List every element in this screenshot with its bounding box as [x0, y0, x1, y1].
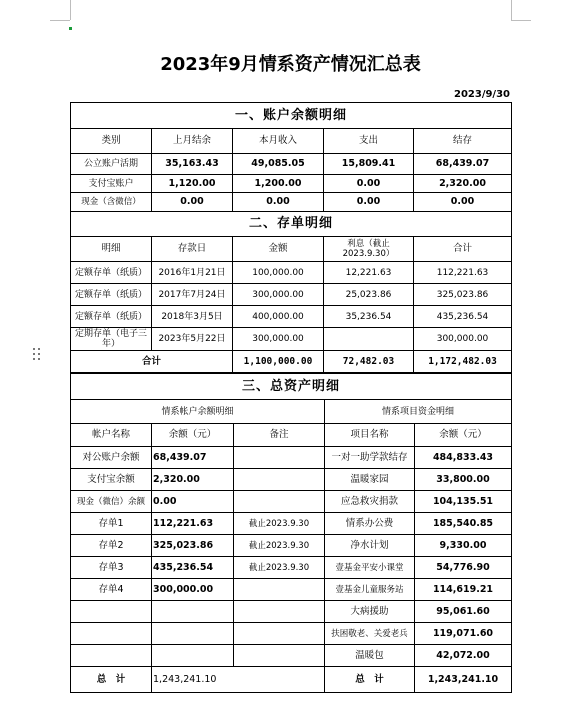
table-cell: 1,172,482.03	[414, 351, 512, 373]
account-table	[70, 102, 512, 373]
subsection-title: 情系帐户余额明细	[71, 400, 325, 424]
table-cell: 扶困敬老、关爱老兵	[325, 623, 415, 645]
table-cell: 2018年3月5日	[152, 306, 233, 328]
table-cell: 68,439.07	[414, 154, 512, 175]
table-cell: 72,482.03	[324, 351, 414, 373]
table-cell: 2016年1月21日	[152, 262, 233, 284]
table-cell: 0.00	[233, 193, 324, 212]
table-cell: 情系办公费	[325, 513, 415, 535]
total-row	[71, 667, 512, 693]
table-cell	[152, 601, 234, 623]
table-cell: 截止2023.9.30	[234, 513, 325, 535]
table-cell: 一对一助学款结存	[325, 447, 415, 469]
table-cell: 104,135.51	[415, 491, 512, 513]
table-cell: 1,243,241.10	[415, 667, 512, 693]
crop-mark	[50, 20, 70, 21]
table-cell: 400,000.00	[233, 306, 324, 328]
column-header: 金额	[233, 237, 324, 262]
table-cell: 119,071.60	[415, 623, 512, 645]
subsection-title: 情系项目资金明细	[325, 400, 512, 424]
section-title: 一、账户余额明细	[71, 103, 512, 129]
column-header: 上月结余	[152, 129, 233, 154]
table-cell: 33,800.00	[415, 469, 512, 491]
column-header: 备注	[234, 424, 325, 447]
table-row	[71, 491, 512, 513]
table-cell: 支付宝账户	[71, 175, 152, 193]
table-cell: 12,221.63	[324, 262, 414, 284]
table-row	[71, 645, 512, 667]
table-cell: 300,000.00	[152, 579, 234, 601]
table-cell: 大病援助	[325, 601, 415, 623]
table-cell: 300,000.00	[414, 328, 512, 351]
table-cell: 15,809.41	[324, 154, 414, 175]
table-cell: 1,200.00	[233, 175, 324, 193]
table-row	[71, 262, 512, 284]
table-cell: 95,061.60	[415, 601, 512, 623]
table-cell: 35,236.54	[324, 306, 414, 328]
table-cell: 净水计划	[325, 535, 415, 557]
table-cell: 2,320.00	[152, 469, 234, 491]
column-header: 明细	[71, 237, 152, 262]
table-cell	[152, 623, 234, 645]
table-row	[71, 535, 512, 557]
drag-handle-icon[interactable]	[33, 348, 41, 362]
table-cell	[152, 645, 234, 667]
table-cell: 9,330.00	[415, 535, 512, 557]
table-cell: 49,085.05	[233, 154, 324, 175]
table-cell: 435,236.54	[152, 557, 234, 579]
table-cell: 435,236.54	[414, 306, 512, 328]
table-cell: 1,100,000.00	[233, 351, 324, 373]
table-cell	[234, 623, 325, 645]
table-cell: 112,221.63	[414, 262, 512, 284]
table-cell: 存单1	[71, 513, 152, 535]
crop-mark	[70, 0, 71, 20]
table-cell: 合计	[71, 351, 233, 373]
table-cell: 35,163.43	[152, 154, 233, 175]
table-cell: 114,619.21	[415, 579, 512, 601]
crop-mark	[511, 20, 531, 21]
table-cell	[234, 491, 325, 513]
table-cell: 0.00	[152, 491, 234, 513]
crop-mark	[511, 0, 512, 20]
table-cell: 1,243,241.10	[152, 667, 325, 693]
table-row	[71, 623, 512, 645]
table-cell	[234, 447, 325, 469]
table-cell: 54,776.90	[415, 557, 512, 579]
column-header: 余额（元）	[415, 424, 512, 447]
table-cell	[71, 601, 152, 623]
table-cell: 1,120.00	[152, 175, 233, 193]
table-cell: 温暖包	[325, 645, 415, 667]
table-cell: 0.00	[324, 193, 414, 212]
table-cell: 0.00	[152, 193, 233, 212]
table-row	[71, 175, 512, 193]
table-cell: 2023年5月22日	[152, 328, 233, 351]
column-header: 帐户名称	[71, 424, 152, 447]
table-cell: 300,000.00	[233, 284, 324, 306]
table-row	[71, 601, 512, 623]
table-cell: 存单2	[71, 535, 152, 557]
table-cell: 定额存单（纸质）	[71, 306, 152, 328]
cursor-marker	[69, 27, 72, 30]
table-cell: 300,000.00	[233, 328, 324, 351]
table-row	[71, 284, 512, 306]
table-cell: 支付宝余额	[71, 469, 152, 491]
column-header: 支出	[324, 129, 414, 154]
table-cell: 温暖家园	[325, 469, 415, 491]
column-header: 结存	[414, 129, 512, 154]
table-cell: 68,439.07	[152, 447, 234, 469]
table-cell	[324, 328, 414, 351]
table-row	[71, 306, 512, 328]
table-cell: 壹基金平安小课堂	[325, 557, 415, 579]
table-row	[71, 513, 512, 535]
assets-table	[70, 373, 512, 693]
document-title: 2023年9月情系资产情况汇总表	[160, 54, 421, 75]
column-header: 项目名称	[325, 424, 415, 447]
table-row	[71, 193, 512, 212]
column-header: 类别	[71, 129, 152, 154]
table-cell	[71, 623, 152, 645]
table-cell: 100,000.00	[233, 262, 324, 284]
table-cell: 185,540.85	[415, 513, 512, 535]
table-cell: 484,833.43	[415, 447, 512, 469]
table-cell: 42,072.00	[415, 645, 512, 667]
column-header: 合计	[414, 237, 512, 262]
table-cell: 对公账户余额	[71, 447, 152, 469]
table-cell: 应急救灾捐款	[325, 491, 415, 513]
table-cell	[234, 469, 325, 491]
table-cell: 壹基金儿童服务站	[325, 579, 415, 601]
report-date: 2023/9/30	[453, 89, 510, 100]
column-header: 利息（截止2023.9.30）	[324, 237, 414, 262]
total-row	[71, 351, 512, 373]
table-cell	[234, 579, 325, 601]
table-cell: 现金（含微信）	[71, 193, 152, 212]
section-title: 三、总资产明细	[71, 374, 512, 400]
table-cell: 定额存单（纸质）	[71, 284, 152, 306]
table-cell: 现金（微信）余额	[71, 491, 152, 513]
section-title: 二、存单明细	[71, 212, 512, 237]
column-header: 余额（元）	[152, 424, 234, 447]
table-row	[71, 579, 512, 601]
table-cell: 截止2023.9.30	[234, 557, 325, 579]
table-row	[71, 328, 512, 351]
table-row	[71, 447, 512, 469]
table-cell: 112,221.63	[152, 513, 234, 535]
table-cell: 0.00	[324, 175, 414, 193]
table-cell: 定额存单（纸质）	[71, 262, 152, 284]
table-cell: 存单3	[71, 557, 152, 579]
table-cell: 公立账户活期	[71, 154, 152, 175]
column-header: 本月收入	[233, 129, 324, 154]
table-cell: 25,023.86	[324, 284, 414, 306]
table-row	[71, 557, 512, 579]
column-header: 存款日	[152, 237, 233, 262]
table-cell: 存单4	[71, 579, 152, 601]
table-cell: 325,023.86	[414, 284, 512, 306]
table-cell: 2017年7月24日	[152, 284, 233, 306]
table-row	[71, 469, 512, 491]
table-cell	[71, 645, 152, 667]
table-cell: 总 计	[325, 667, 415, 693]
table-cell: 325,023.86	[152, 535, 234, 557]
table-cell: 定期存单（电子三年）	[71, 328, 152, 351]
table-row	[71, 154, 512, 175]
table-cell	[234, 601, 325, 623]
table-cell: 0.00	[414, 193, 512, 212]
table-cell	[234, 645, 325, 667]
table-cell: 截止2023.9.30	[234, 535, 325, 557]
table-cell: 总 计	[71, 667, 152, 693]
table-cell: 2,320.00	[414, 175, 512, 193]
